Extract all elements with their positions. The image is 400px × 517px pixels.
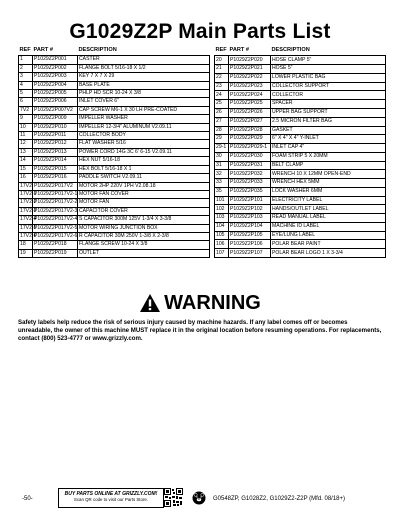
part-number-cell: P1029Z2P010 — [33, 123, 78, 131]
table-row — [215, 82, 386, 91]
description-cell: CAPACITOR COVER — [78, 207, 210, 215]
table-row — [215, 231, 386, 240]
table-row — [215, 152, 386, 161]
part-number-cell: P1029Z2P009 — [33, 115, 78, 123]
table-row — [19, 224, 210, 232]
table-row — [19, 64, 210, 72]
description-cell: CASTER — [78, 56, 210, 64]
table-row — [19, 106, 210, 114]
description-cell: COLLECTOR BODY — [78, 132, 210, 140]
buy-parts-subtext: Scan QR code to visit our Parts Store. — [73, 497, 149, 502]
part-number-cell: P1029Z2P105 — [229, 231, 271, 240]
description-cell: READ MANUAL LABEL — [271, 214, 386, 223]
ref-cell: 17V2-2 — [20, 199, 37, 206]
ref-cell: 16 — [19, 174, 33, 182]
part-number-cell: P1029Z2P023 — [229, 82, 271, 91]
ref-cell: 10 — [19, 123, 33, 131]
parts-table-right — [214, 47, 386, 258]
table-row — [215, 161, 386, 170]
qr-code-icon[interactable] — [164, 488, 183, 507]
ref-cell: 35 — [215, 187, 229, 196]
part-number-cell: P1029Z2P017V2-6 — [34, 232, 78, 239]
parts-tables — [18, 47, 384, 258]
description-cell: POWER CORD 14G 3C 6' 6-15 V2.09.11 — [78, 148, 210, 156]
table-row — [215, 135, 386, 144]
ref-cell: 30 — [215, 152, 229, 161]
ref-cell: 29-1 — [215, 144, 229, 153]
description-cell: BELT CLAMP — [271, 161, 386, 170]
table-row — [215, 179, 386, 188]
table-row — [215, 144, 386, 153]
buy-parts-box[interactable] — [58, 488, 164, 508]
table-row — [215, 126, 386, 135]
table-row — [215, 65, 386, 74]
part-number-cell: P1029Z2P028 — [229, 126, 271, 135]
table-row — [19, 165, 210, 173]
ref-cell: 102 — [215, 205, 229, 214]
part-number-cell: P1029Z2P029-1 — [229, 144, 271, 153]
ref-cell: 17V2-6 — [20, 232, 37, 239]
table-row — [19, 81, 210, 89]
description-cell: S CAPACITOR 300M 125V 1-3/4 X 3-3/8 — [78, 216, 210, 224]
table-row — [215, 170, 386, 179]
part-number-cell: P1029Z2P032 — [229, 170, 271, 179]
ref-cell: 6 — [19, 98, 33, 106]
part-number-cell: P1029Z2P024 — [229, 91, 271, 100]
part-number-cell: P1029Z2P017V2-5 — [34, 224, 78, 231]
description-cell: HOSE 5" — [271, 65, 386, 74]
description-cell: KEY 7 X 7 X 29 — [78, 73, 210, 81]
description-cell: PHLP HD SCR 10-24 X 3/8 — [78, 90, 210, 98]
description-cell: R CAPACITOR 30M 250V 1-3/8 X 2-3/8 — [78, 232, 210, 240]
part-number-cell: P1029Z2P011 — [33, 132, 78, 140]
table-row — [19, 56, 210, 64]
description-cell: FLANGE BOLT 5/16-18 X 1/2 — [78, 64, 210, 72]
description-cell: MOTOR 2HP 220V 1PH V2.08.18 — [78, 182, 210, 190]
ref-cell: 106 — [215, 240, 229, 249]
part-number-cell: P1029Z2P103 — [229, 214, 271, 223]
part-number-cell: P1029Z2P004 — [33, 81, 78, 89]
ref-cell: 29 — [215, 135, 229, 144]
part-number-cell: P1029Z2P025 — [229, 100, 271, 109]
part-number-cell: P1029Z2P021 — [229, 65, 271, 74]
part-number-cell: P1029Z2P017V2 — [33, 182, 78, 190]
ref-cell: 27 — [215, 117, 229, 126]
description-cell: MOTOR FAN — [78, 199, 210, 207]
table-row — [19, 90, 210, 98]
table-row — [215, 249, 386, 258]
ref-cell: 104 — [215, 222, 229, 231]
ref-cell: 26 — [215, 109, 229, 118]
table-row — [215, 73, 386, 82]
part-number-cell: P1029Z2P012 — [33, 140, 78, 148]
table-row — [215, 187, 386, 196]
part-header: PART # — [33, 47, 53, 53]
ref-cell: 33 — [215, 179, 229, 188]
part-number-cell: P1029Z2P027 — [229, 117, 271, 126]
table-row — [19, 241, 210, 249]
part-number-cell: P1029Z2P016 — [33, 174, 78, 182]
description-cell: IMPELLER 12-3/4" ALUMINUM V2.09.11 — [78, 123, 210, 131]
warning-heading — [18, 290, 382, 316]
part-number-cell: P1029Z2P017V2-2 — [34, 199, 78, 206]
part-number-cell: P1029Z2P104 — [229, 222, 271, 231]
description-cell: POLAR BEAR PAINT — [271, 240, 386, 249]
description-header: DESCRIPTION — [271, 47, 310, 53]
ref-cell: 14 — [19, 157, 33, 165]
part-number-cell: P1029Z2P001 — [33, 56, 78, 64]
description-cell: PADDLE SWITCH V2.09.11 — [78, 174, 210, 182]
ref-cell: 31 — [215, 161, 229, 170]
table-row — [19, 182, 210, 190]
description-cell: UPPER BAG SUPPORT — [271, 109, 386, 118]
description-cell: 2.5 MICRON FILTER BAG — [271, 117, 386, 126]
part-number-cell: P1029Z2P018 — [33, 241, 78, 249]
description-cell: INLET COVER 6" — [78, 98, 210, 106]
parts-table-right-body — [215, 56, 386, 258]
ref-cell: 17V2-4 — [20, 216, 37, 223]
description-cell: LOWER PLASTIC BAG — [271, 73, 386, 82]
part-number-cell: P1029Z2P003 — [33, 73, 78, 81]
ref-cell: 12 — [19, 140, 33, 148]
table-row — [215, 205, 386, 214]
table-header-row — [19, 47, 210, 56]
table-row — [19, 157, 210, 165]
table-row — [19, 123, 210, 131]
description-cell: COLLECTOR SUPPORT — [271, 82, 386, 91]
part-number-cell: P1029Z2P107 — [229, 249, 271, 258]
ref-cell: 2 — [19, 64, 33, 72]
description-cell: MACHINE ID LABEL — [271, 222, 386, 231]
description-cell: FOAM STRIP 5 X 20MM — [271, 152, 386, 161]
description-cell: ELECTRICITY LABEL — [271, 196, 386, 205]
part-number-cell: P1029Z2P017V2-3 — [34, 207, 78, 214]
ref-header: REF — [215, 47, 227, 53]
description-cell: MOTOR FAN COVER — [78, 190, 210, 198]
ref-cell: 23 — [215, 82, 229, 91]
ref-cell: 24 — [215, 91, 229, 100]
part-number-cell: P1029Z2P031 — [229, 161, 271, 170]
description-cell: HANDS/OUTLET LABEL — [271, 205, 386, 214]
buy-parts-headline: BUY PARTS ONLINE AT GRIZZLY.COM! — [64, 491, 158, 497]
table-row — [19, 98, 210, 106]
ref-cell: 17V2 — [20, 182, 32, 189]
part-number-cell: P1029Z2P002 — [33, 64, 78, 72]
ref-cell: 101 — [215, 196, 229, 205]
ref-cell: 20 — [215, 56, 229, 65]
description-cell: OUTLET — [78, 249, 210, 257]
table-row — [19, 232, 210, 240]
ref-cell: 11 — [19, 132, 33, 140]
description-cell: IMPELLER WASHER — [78, 115, 210, 123]
table-row — [19, 140, 210, 148]
ref-cell: 1 — [19, 56, 33, 64]
part-number-cell: P1029Z2P017V2-1 — [34, 190, 78, 197]
ref-cell: 7V2 — [19, 106, 33, 114]
part-number-cell: P1029Z2P106 — [229, 240, 271, 249]
table-row — [215, 56, 386, 65]
ref-cell: 18 — [19, 241, 33, 249]
table-row — [19, 115, 210, 123]
table-row — [19, 148, 210, 156]
model-numbers: G0548ZP, G1028Z2, G1029Z2-Z2P (Mfd. 08/18+) — [213, 496, 346, 502]
ref-cell: 105 — [215, 231, 229, 240]
description-cell: SPACER — [271, 100, 386, 109]
table-row — [19, 207, 210, 215]
warning-text: Safety labels help reduce the risk of serious injury caused by machine hazards. If any label comes off or becomes unreadable, the owner of this machine MUST replace it in the original location before resuming operations. For replacements, contact (800) 523-4777 or www.grizzly.com. — [18, 319, 382, 343]
parts-table-left — [18, 47, 210, 258]
warning-heading-text: WARNING — [164, 291, 261, 314]
part-number-cell: P1029Z2P019 — [33, 249, 78, 257]
part-number-cell: P1029Z2P015 — [33, 165, 78, 173]
part-number-cell: P1029Z2P030 — [229, 152, 271, 161]
table-row — [215, 100, 386, 109]
table-header-row — [215, 47, 386, 56]
table-row — [215, 214, 386, 223]
ref-cell: 28 — [215, 126, 229, 135]
table-row — [215, 222, 386, 231]
part-number-cell: P1029Z2P101 — [229, 196, 271, 205]
table-row — [215, 91, 386, 100]
part-header: PART # — [229, 47, 249, 53]
part-number-cell: P1029Z2P014 — [33, 157, 78, 165]
ref-cell: 4 — [19, 81, 33, 89]
description-cell: FLANGE SCREW 10-24 X 3/8 — [78, 241, 210, 249]
ref-cell: 25 — [215, 100, 229, 109]
ref-cell: 3 — [19, 73, 33, 81]
ref-cell: 103 — [215, 214, 229, 223]
table-row — [19, 249, 210, 257]
part-number-cell: P1029Z2P026 — [229, 109, 271, 118]
ref-cell: 9 — [19, 115, 33, 123]
description-cell: WRENCH 10 X 12MM OPEN-END — [271, 170, 386, 179]
ref-cell: 107 — [215, 249, 229, 258]
description-cell: LOCK WASHER 6MM — [271, 187, 386, 196]
part-number-cell: P1029Z2P020 — [229, 56, 271, 65]
description-cell: BASE PLATE — [78, 81, 210, 89]
part-number-cell: P1029Z2P006 — [33, 98, 78, 106]
ref-cell: 17V2-5 — [20, 224, 37, 231]
part-number-cell: P1029Z2P035 — [229, 187, 271, 196]
table-row — [19, 199, 210, 207]
part-number-cell: P1029Z2P022 — [229, 73, 271, 82]
polar-bear-logo-icon — [192, 491, 206, 505]
page-number: -50- — [22, 496, 33, 502]
ref-cell: 21 — [215, 65, 229, 74]
page-title: G1029Z2P Main Parts List — [69, 20, 331, 43]
ref-cell: 13 — [19, 148, 33, 156]
description-cell: CAP SCREW M6-1 X 30 LH PRE-COATED — [78, 106, 210, 114]
description-cell: EYE/LUNG LABEL — [271, 231, 386, 240]
table-row — [19, 190, 210, 198]
ref-cell: 32 — [215, 170, 229, 179]
part-number-cell: P1029Z2P029 — [229, 135, 271, 144]
part-number-cell: P1029Z2P102 — [229, 205, 271, 214]
part-number-cell: P1029Z2P007V2 — [33, 106, 78, 114]
ref-cell: 15 — [19, 165, 33, 173]
ref-header: REF — [19, 47, 31, 53]
table-row — [19, 174, 210, 182]
description-header: DESCRIPTION — [78, 47, 117, 53]
table-row — [215, 240, 386, 249]
description-cell: HOSE CLAMP 5" — [271, 56, 386, 65]
table-row — [19, 132, 210, 140]
description-cell: HEX BOLT 5/16-18 X 1 — [78, 165, 210, 173]
parts-table-left-body — [19, 56, 210, 258]
description-cell: WRENCH HEX 5MM — [271, 179, 386, 188]
table-row — [19, 73, 210, 81]
part-number-cell: P1029Z2P005 — [33, 90, 78, 98]
ref-cell: 22 — [215, 73, 229, 82]
ref-cell: 17V2-1 — [20, 190, 37, 197]
table-row — [215, 109, 386, 118]
ref-cell: 17V2-3 — [20, 207, 37, 214]
ref-cell: 5 — [19, 90, 33, 98]
page-footer — [0, 486, 400, 510]
table-row — [19, 216, 210, 224]
table-row — [215, 196, 386, 205]
table-row — [215, 117, 386, 126]
description-cell: INLET CAP 4" — [271, 144, 386, 153]
description-cell: COLLECTOR — [271, 91, 386, 100]
warning-section — [18, 290, 382, 344]
part-number-cell: P1029Z2P033 — [229, 179, 271, 188]
warning-triangle-icon — [139, 293, 161, 313]
part-number-cell: P1029Z2P017V2-4 — [34, 216, 78, 223]
description-cell: MOTOR WIRING JUNCTION BOX — [78, 224, 210, 232]
description-cell: HEX NUT 5/16-18 — [78, 157, 210, 165]
description-cell: FLAT WASHER 5/16 — [78, 140, 210, 148]
part-number-cell: P1029Z2P013 — [33, 148, 78, 156]
description-cell: POLAR BEAR LOGO 1 X 3-3/4 — [271, 249, 386, 258]
ref-cell: 19 — [19, 249, 33, 257]
description-cell: 6" X 4" X 4" Y-INLET — [271, 135, 386, 144]
description-cell: GASKET — [271, 126, 386, 135]
